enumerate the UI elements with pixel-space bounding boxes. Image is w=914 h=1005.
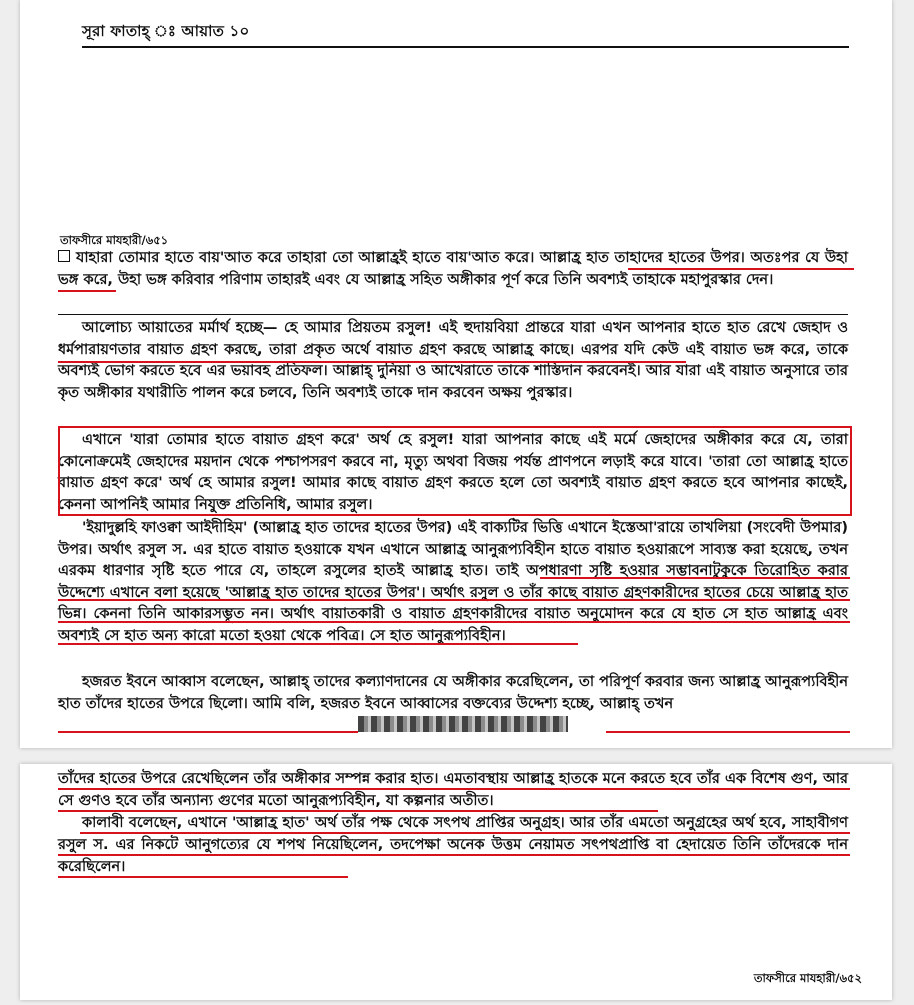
red-underline [628,268,854,270]
red-underline [80,832,850,834]
source-page-label: তাফসীরে মাযহারী/৬৫১ [60,233,169,247]
checkbox-square-icon [58,250,70,262]
verse-text: যাহারা তোমার হাতে বায়'আত করে তাহারা তো আল্লাহ্রই হাতে বায়'আত করে। আল্লাহ্র হাত তাহাদের হাতের উপর। অতঃপর যে উহা ভঙ্গ করে, উহা ভঙ্গ করিবার পরিণাম তাহারই এবং যে আল্লাহ্র সহিত অঙ্গীকার পূর্ণ করে তিনি অবশ্যই তাহাকে মহাপুরস্কার দেন। [58,250,848,288]
paragraph-commentary-2: এখানে 'যারা তোমার হাতে বায়াত গ্রহণ করে' অর্থ হে রসুল! যারা আপনার কাছে এই মর্মে জেহাদের অঙ্গীকার করে যে, তারা কোনোক্রমেই জেহাদের ময়দান থেকে পশ্চাপসরণ করবে না, মৃত্যু অথবা বিজয় পর্যন্ত প্রাণপনে লড়াই করে যাবে। 'তারা তো আল্লাহ্র হাতে বায়াত গ্রহণ করে' অর্থ হে আমার রসুল! আমার কাছে বায়াত গ্রহণ করতে হলে তো অবশ্যই বায়াত গ্রহণ করতে হবে আপনার কাছেই, কেননা আপনিই আমার নিযুক্ত প্রতিনিধি, আমার রসুল। [58,432,848,513]
red-underline [606,731,850,733]
paragraph-commentary-6: কালাবী বলেছেন, এখানে 'আল্লাহ্র হাত' অর্থ তাঁর পক্ষ থেকে সৎপথ প্রাপ্তির অনুগ্রহ। আর তাঁর এমতো অনুগ্রহের অর্থ হবে, সাহাবীগণ রসুল স. এর নিকটে আনুগত্যের যে শপথ নিয়েছিলেন, তদপেক্ষা অনেক উত্তম নেয়ামত সৎপথপ্রাপ্তি বা হেদায়েত তিনি তাঁদেরকে দান করেছিলেন। [58,815,848,875]
red-underline [58,731,358,733]
red-underline [58,621,850,623]
red-underline [58,361,686,363]
red-annotation-box [58,426,852,516]
red-underline [58,876,348,878]
verse-divider [58,314,848,315]
book-page-bottom [20,764,892,1000]
red-underline [58,643,578,645]
red-underline [58,854,850,856]
red-underline [58,599,850,601]
red-underline [540,577,850,579]
red-underline [58,810,658,812]
paragraph-commentary-5: তাঁদের হাতের উপরে রেখেছিলেন তাঁর অঙ্গীকার সম্পন্ন করার হাত। এমতাবস্থায় আল্লাহ্র হাতকে মনে করতে হবে তাঁর এক বিশেষ গুণ, আর সে গুণও হবে তাঁর অন্যান্য গুণের মতো আনুরূপ্যবিহীন, যা কল্পনার অতীত। [58,771,848,809]
source-page-label: তাফসীরে মাযহারী/৬৫২ [753,971,862,985]
red-underline [58,290,116,292]
paragraph-commentary-4: হজরত ইবনে আব্বাস বলেছেন, আল্লাহ্ তাদের কল্যাণদানের যে অঙ্গীকার করেছিলেন, তা পরিপূর্ণ করবার জন্য আল্লাহ্র আনুরূপ্যবিহীন হাত তাঁদের হাতের উপরে ছিলো। আমি বলি, হজরত ইবনে আব্বাসের বক্তব্যের উদ্দেশ্য হচ্ছে, আল্লাহ্ তখন [58,674,848,712]
book-page-top [20,0,892,748]
paragraph-commentary-3: 'ইয়াদুল্লহি ফাওক্বা আইদীহিম' (আল্লাহ্র হাত তাদের হাতের উপর) এই বাক্যটির ভিত্তি এখানে ইস্তেআ'রায়ে তাখলিয়া (সংবেদী উপমার) উপর। অর্থাৎ রসুল স. এর হাতে বায়াত হওয়াকে যখন এখানে আল্লাহ্র আনুরূপ্যবিহীন হাতে বায়াত হওয়ারূপে সাব্যস্ত করা হয়েছে, তখন এরকম ধারণার সৃষ্টি হতে পারে যে, তাহলে রসুলের হাতই আল্লাহ্র হাত। তাই অপধারণা সৃষ্টি হওয়ার সম্ভাবনাটুকুকে তিরোহিত করার উদ্দেশ্যে এখানে বলা হয়েছে 'আল্লাহ্র হাত তাদের হাতের উপর'। অর্থাৎ রসুল ও তাঁর কাছে বায়াত গ্রহণকারীদের হাতের চেয়ে আল্লাহ্র হাত ভিন্ন। কেননা তিনি আকারসম্ভূত নন। অর্থাৎ বায়াতকারী ও বায়াত গ্রহণকারীদের বায়াত অনুমোদন করে যে হাত সে হাত আল্লাহ্র এবং অবশ্যই সে হাত অন্য কারো মতো হওয়া থেকে পবিত্র। সে হাত আনুরূপ্যবিহীন। [58,520,848,644]
running-head: সূরা ফাতাহ্ ঃ আয়াত ১০ [82,22,250,40]
paragraph-commentary-1: আলোচ্য আয়াতের মর্মার্থ হচ্ছে— হে আমার প্রিয়তম রসুল! এই হুদায়বিয়া প্রান্তরে যারা এখন আপনার হাতে হাত রেখে জেহাদ ও ধর্মপারায়ণতার বায়াত গ্রহণ করছে, তারা প্রকৃত অর্থে বায়াত গ্রহণ করছে আল্লাহ্র কাছে। এরপর যদি কেউ এই বায়াত ভঙ্গ করে, তাকে অবশ্যই ভোগ করতে হবে এর ভয়াবহ প্রতিফল। আল্লাহ্ দুনিয়া ও আখেরাতে তাকে শাস্তিদান করবেনই। আর যারা এই বায়াত অনুসারে তার কৃত অঙ্গীকার যথারীতি পালন করে চলবে, তিনি অবশ্যই তাকে দান করবেন অক্ষয় পুরস্কার। [58,320,848,401]
blurred-watermark [358,716,568,732]
header-rule [82,46,849,48]
red-underline [58,788,850,790]
